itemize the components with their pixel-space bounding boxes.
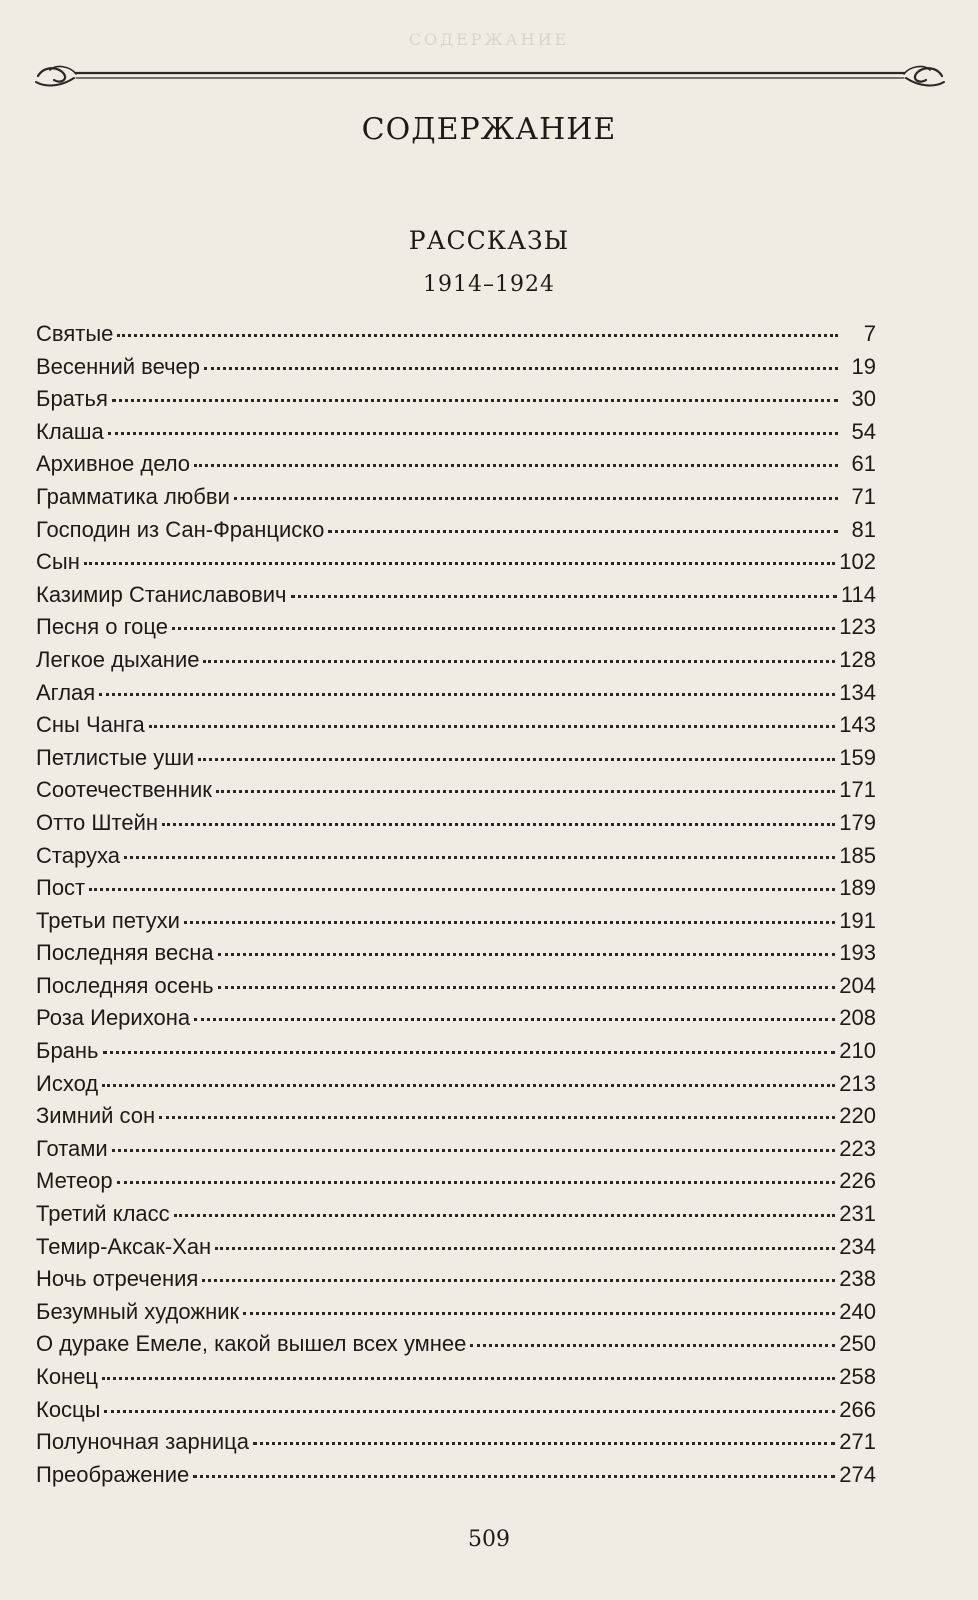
entry-page: 171 bbox=[839, 777, 876, 803]
dot-leader bbox=[117, 1171, 836, 1184]
toc-entry bbox=[36, 1231, 876, 1264]
toc-entry bbox=[36, 1296, 876, 1329]
entry-page: 102 bbox=[839, 549, 876, 575]
dot-leader bbox=[193, 1465, 835, 1478]
section-years: 1914–1924 bbox=[423, 272, 555, 297]
entry-page: 123 bbox=[839, 614, 876, 640]
dot-leader bbox=[216, 780, 835, 793]
toc-entry bbox=[36, 1361, 876, 1394]
entry-title: Полуночная зарница bbox=[36, 1429, 250, 1455]
entry-title: Зимний сон bbox=[36, 1103, 156, 1129]
toc-list bbox=[36, 318, 876, 1491]
entry-title: Аглая bbox=[36, 679, 96, 705]
entry-title: Преображение bbox=[36, 1461, 190, 1487]
entry-page: 220 bbox=[839, 1103, 876, 1129]
entry-page: 54 bbox=[851, 418, 876, 444]
entry-page: 114 bbox=[840, 581, 876, 607]
entry-title: Легкое дыхание bbox=[36, 646, 200, 672]
toc-entry bbox=[36, 970, 876, 1003]
dot-leader bbox=[184, 911, 835, 924]
entry-title: Братья bbox=[36, 386, 108, 412]
entry-title: Темир-Аксак-Хан bbox=[36, 1233, 212, 1259]
entry-title: Последняя осень bbox=[36, 972, 214, 998]
entry-title: Последняя весна bbox=[36, 940, 214, 966]
entry-page: 30 bbox=[851, 386, 876, 412]
entry-page: 189 bbox=[839, 875, 876, 901]
dot-leader bbox=[124, 846, 835, 859]
dot-leader bbox=[234, 487, 838, 500]
entry-page: 134 bbox=[839, 679, 876, 705]
page-number: 509 bbox=[468, 1527, 510, 1552]
entry-page: 71 bbox=[851, 483, 876, 509]
toc-entry bbox=[36, 351, 876, 384]
dot-leader bbox=[84, 552, 835, 565]
dot-leader bbox=[198, 748, 835, 761]
toc-entry bbox=[36, 905, 876, 938]
entry-page: 61 bbox=[851, 451, 876, 477]
entry-page: 210 bbox=[839, 1038, 876, 1064]
toc-entry bbox=[36, 481, 876, 514]
toc-entry bbox=[36, 1165, 876, 1198]
entry-title: Роза Иерихона bbox=[36, 1005, 191, 1031]
dot-leader bbox=[172, 617, 835, 630]
toc-entry bbox=[36, 611, 876, 644]
entry-page: 143 bbox=[839, 712, 876, 738]
dot-leader bbox=[203, 650, 835, 663]
dot-leader bbox=[117, 324, 838, 337]
dot-leader bbox=[291, 585, 837, 598]
dot-leader bbox=[253, 1432, 835, 1445]
dot-leader bbox=[108, 422, 838, 435]
entry-title: Господин из Сан-Франциско bbox=[36, 516, 325, 542]
entry-page: 179 bbox=[839, 809, 876, 835]
dot-leader bbox=[99, 683, 835, 696]
toc-entry bbox=[36, 677, 876, 710]
entry-page: 193 bbox=[839, 940, 876, 966]
entry-title: Песня о гоце bbox=[36, 614, 168, 640]
entry-title: Косцы bbox=[36, 1396, 101, 1422]
running-head: СОДЕРЖАНИЕ bbox=[408, 30, 570, 49]
entry-title: Клаша bbox=[36, 418, 104, 444]
toc-entry bbox=[36, 709, 876, 742]
entry-title: Безумный художник bbox=[36, 1298, 240, 1324]
toc-entry bbox=[36, 383, 876, 416]
dot-leader bbox=[149, 715, 835, 728]
dot-leader bbox=[204, 357, 838, 370]
entry-title: Сны Чанга bbox=[36, 712, 145, 738]
entry-page: 226 bbox=[839, 1168, 876, 1194]
entry-page: 223 bbox=[839, 1135, 876, 1161]
toc-entry bbox=[36, 1100, 876, 1133]
toc-entry bbox=[36, 448, 876, 481]
entry-title: Казимир Станиславович bbox=[36, 581, 287, 607]
dot-leader bbox=[112, 389, 838, 402]
entry-title: Петлистые уши bbox=[36, 744, 195, 770]
entry-page: 231 bbox=[839, 1201, 876, 1227]
entry-page: 159 bbox=[839, 744, 876, 770]
entry-page: 238 bbox=[839, 1266, 876, 1292]
entry-page: 185 bbox=[839, 842, 876, 868]
toc-entry bbox=[36, 1263, 876, 1296]
page-title: СОДЕРЖАНИЕ bbox=[361, 112, 617, 147]
toc-entry bbox=[36, 416, 876, 449]
entry-page: 250 bbox=[839, 1331, 876, 1357]
entry-page: 274 bbox=[839, 1461, 876, 1487]
entry-title: Брань bbox=[36, 1038, 99, 1064]
entry-title: Старуха bbox=[36, 842, 120, 868]
dot-leader bbox=[103, 1041, 836, 1054]
toc-entry bbox=[36, 514, 876, 547]
entry-title: Святые bbox=[36, 321, 114, 346]
dot-leader bbox=[328, 520, 838, 533]
toc-entry bbox=[36, 318, 876, 351]
dot-leader bbox=[470, 1334, 835, 1347]
toc-entry bbox=[36, 1198, 876, 1231]
toc-entry bbox=[36, 807, 876, 840]
entry-title: Сын bbox=[36, 549, 80, 575]
toc-entry bbox=[36, 840, 876, 873]
toc-entry bbox=[36, 546, 876, 579]
dot-leader bbox=[102, 1367, 835, 1380]
dot-leader bbox=[174, 1204, 836, 1217]
toc-entry bbox=[36, 1426, 876, 1459]
entry-page: 266 bbox=[839, 1396, 876, 1422]
toc-entry bbox=[36, 579, 876, 612]
dot-leader bbox=[162, 813, 835, 826]
dot-leader bbox=[159, 1106, 835, 1119]
entry-page: 213 bbox=[839, 1070, 876, 1096]
entry-title: Метеор bbox=[36, 1168, 113, 1194]
toc-entry bbox=[36, 742, 876, 775]
toc-entry bbox=[36, 1035, 876, 1068]
toc-entry bbox=[36, 1068, 876, 1101]
entry-title: Конец bbox=[36, 1364, 99, 1389]
dot-leader bbox=[202, 1269, 835, 1282]
entry-title: Весенний вечер bbox=[36, 353, 201, 379]
dot-leader bbox=[215, 1237, 835, 1250]
entry-page: 234 bbox=[839, 1233, 876, 1259]
entry-page: 19 bbox=[851, 353, 876, 379]
entry-page: 258 bbox=[839, 1364, 876, 1389]
entry-page: 208 bbox=[839, 1005, 876, 1031]
toc-entry bbox=[36, 1328, 876, 1361]
toc-entry bbox=[36, 644, 876, 677]
toc-entry bbox=[36, 1394, 876, 1427]
entry-page: 204 bbox=[839, 972, 876, 998]
dot-leader bbox=[243, 1302, 835, 1315]
dot-leader bbox=[194, 454, 838, 467]
entry-title: Готами bbox=[36, 1135, 108, 1161]
toc-entry bbox=[36, 1002, 876, 1035]
dot-leader bbox=[104, 1400, 835, 1413]
entry-title: Ночь отречения bbox=[36, 1266, 199, 1292]
entry-title: Третьи петухи bbox=[36, 907, 180, 933]
dot-leader bbox=[218, 943, 836, 956]
toc-entry bbox=[36, 872, 876, 905]
entry-page: 240 bbox=[839, 1298, 876, 1324]
dot-leader bbox=[194, 1008, 835, 1021]
entry-page: 7 bbox=[863, 321, 876, 346]
ornamental-rule-icon bbox=[30, 62, 950, 90]
entry-title: Соотечественник bbox=[36, 777, 212, 803]
dot-leader bbox=[218, 976, 836, 989]
toc-entry bbox=[36, 1459, 876, 1492]
entry-page: 128 bbox=[839, 646, 876, 672]
entry-page: 81 bbox=[851, 516, 876, 542]
entry-title: Архивное дело bbox=[36, 451, 191, 477]
entry-title: Исход bbox=[36, 1070, 99, 1096]
entry-page: 271 bbox=[839, 1429, 876, 1455]
entry-title: Третий класс bbox=[36, 1201, 170, 1227]
toc-entry bbox=[36, 1133, 876, 1166]
dot-leader bbox=[89, 878, 835, 891]
entry-title: О дураке Емеле, какой вышел всех умнее bbox=[36, 1331, 467, 1357]
entry-title: Грамматика любви bbox=[36, 483, 230, 509]
toc-entry bbox=[36, 774, 876, 807]
entry-page: 191 bbox=[839, 907, 876, 933]
dot-leader bbox=[102, 1074, 835, 1087]
section-title: РАССКАЗЫ bbox=[408, 226, 570, 255]
dot-leader bbox=[112, 1139, 836, 1152]
toc-entry bbox=[36, 937, 876, 970]
entry-title: Отто Штейн bbox=[36, 809, 159, 835]
entry-title: Пост bbox=[36, 875, 86, 901]
